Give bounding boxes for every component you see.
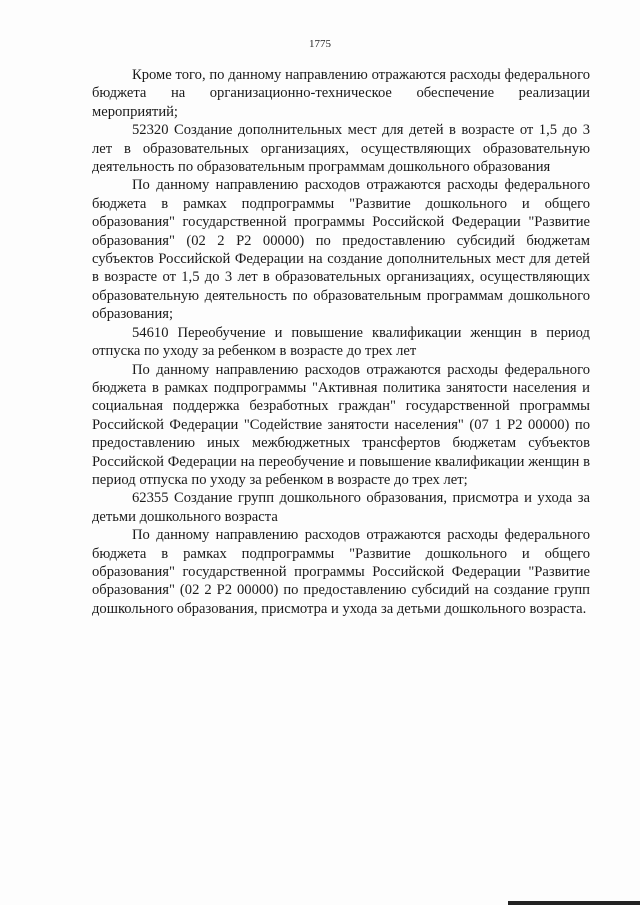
paragraph-expenses-note: Кроме того, по данному направлению отражаются расходы федерального бюджета на организационно-техническое обеспечение реализации мероприятий; [92,67,590,120]
paragraph-code-52320-title: 52320 Создание дополнительных мест для детей в возрасте от 1,5 до 3 лет в образовательных организациях, осуществляющих образовательную деятельность по образовательным программам дошкольного образования [92,122,590,176]
page-number: 1775 [309,38,331,50]
document-body [92,66,590,618]
paragraph-code-62355-title: 62355 Создание групп дошкольного образования, присмотра и ухода за детьми дошкольного возраста [92,490,590,525]
paragraph-code-52320-description: По данному направлению расходов отражаются расходы федерального бюджета в рамках подпрограммы "Развитие дошкольного и общего образования" государственной программы Российской Федерации "Развитие образования" (02 2 Р2 00000) по предоставлению субсидий бюджетам субъектов Российской Федерации на создание дополнительных мест для детей в возрасте от 1,5 до 3 лет в образовательных организациях, осуществляющих образовательную деятельность по образовательным программам дошкольного образования; [92,177,590,323]
scan-edge-mark [508,901,640,905]
paragraph-code-54610-description: По данному направлению расходов отражаются расходы федерального бюджета в рамках подпрограммы "Активная политика занятости населения и социальная поддержка безработных граждан" государственной программы Российской Федерации "Содействие занятости населения" (07 1 Р2 00000) по предоставлению иных межбюджетных трансфертов бюджетам субъектов Российской Федерации на переобучение и повышение квалификации женщин в период отпуска по уходу за ребенком в возрасте до трех лет; [92,361,590,488]
paragraph-code-54610-title: 54610 Переобучение и повышение квалификации женщин в период отпуска по уходу за ребенком в возрасте до трех лет [92,324,590,360]
paragraph-code-62355-description: По данному направлению расходов отражаются расходы федерального бюджета в рамках подпрограммы "Развитие дошкольного и общего образования" государственной программы Российской Федерации "Развитие образования" (02 2 Р2 00000) по предоставлению субсидий на создание групп дошкольного образования, присмотра и ухода за детьми дошкольного возраста. [92,527,590,617]
